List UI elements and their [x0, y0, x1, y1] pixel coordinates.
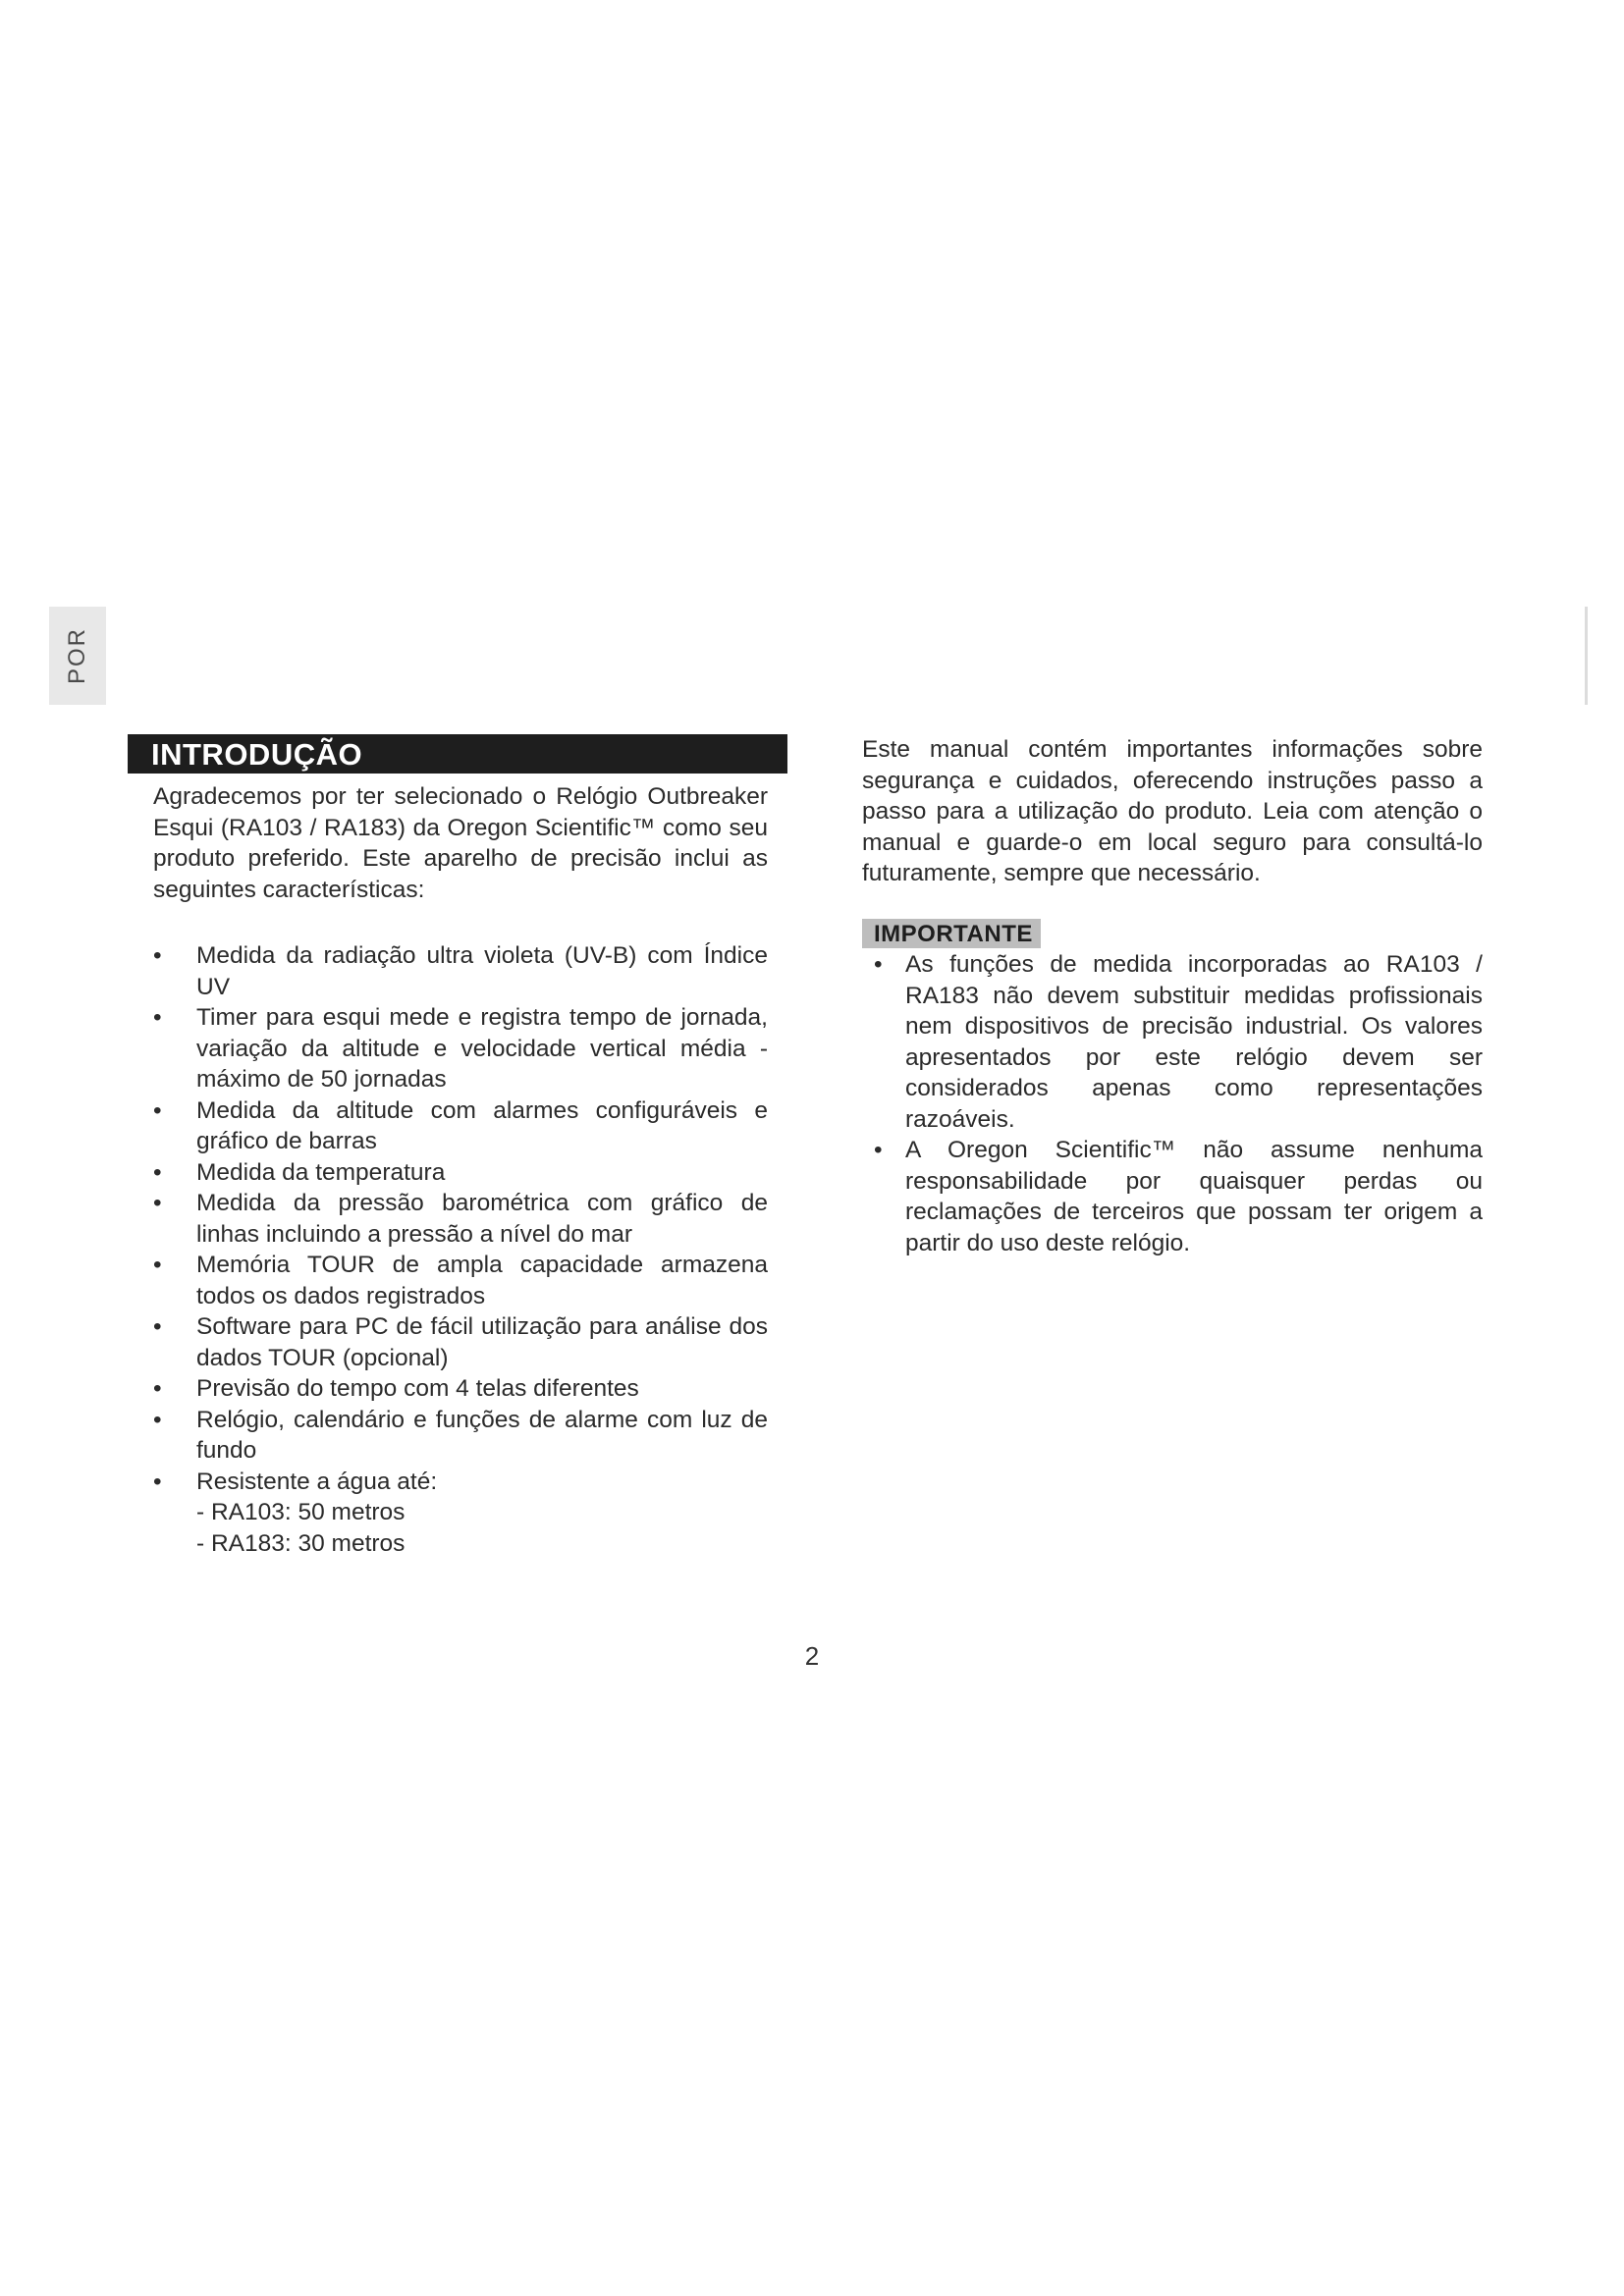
important-item: • As funções de medida incorporadas ao RA103 / RA183 não devem substituir medidas profissionais nem dispositivos de precisão industrial. Os valores apresentados por este relógio devem ser considerados apenas como representações razoáveis. [874, 951, 1483, 1133]
important-text: As funções de medida incorporadas ao RA103 / RA183 não devem substituir medidas profissionais nem dispositivos de precisão industrial. Os valores apresentados por este relógio devem ser considerados apenas como representações razoáveis. [905, 951, 1483, 1133]
important-heading: IMPORTANTE [862, 919, 1041, 948]
feature-item: • Software para PC de fácil utilização para análise dos dados TOUR (opcional) [153, 1313, 768, 1371]
important-text: A Oregon Scientific™ não assume nenhuma responsabilidade por quaisquer perdas ou reclamações de terceiros que possam ter origem a partir do uso deste relógio. [905, 1137, 1483, 1256]
feature-text: Timer para esqui mede e registra tempo de jornada, variação da altitude e velocidade vertical média - máximo de 50 jornadas [196, 1004, 768, 1093]
feature-item: • Timer para esqui mede e registra tempo de jornada, variação da altitude e velocidade vertical média - máximo de 50 jornadas [153, 1004, 768, 1093]
feature-list [153, 940, 768, 1559]
feature-text: Relógio, calendário e funções de alarme com luz de fundo [196, 1406, 768, 1464]
feature-text: Medida da pressão barométrica com gráfico de linhas incluindo a pressão a nível do mar [196, 1190, 768, 1248]
water-resistance-list [196, 1497, 768, 1559]
feature-text: Medida da temperatura [196, 1158, 446, 1186]
feature-item: • Resistente a água até: - RA103: 50 metros - RA183: 30 metros [153, 1467, 768, 1560]
feature-text: Medida da radiação ultra violeta (UV-B) com Índice UV [196, 942, 768, 1000]
page-edge-mark [1585, 607, 1588, 705]
important-item: • A Oregon Scientific™ não assume nenhuma responsabilidade por quaisquer perdas ou reclamações de terceiros que possam ter origem a partir do uso deste relógio. [874, 1137, 1483, 1256]
feature-item: • Relógio, calendário e funções de alarme com luz de fundo [153, 1406, 768, 1464]
manual-intro-paragraph: Este manual contém importantes informações sobre segurança e cuidados, oferecendo instruções passo a passo para a utilização do produto. Leia com atenção o manual e guarde-o em local seguro para consultá-lo futuramente, sempre que necessário. [862, 736, 1483, 886]
feature-text: Resistente a água até: [196, 1468, 438, 1495]
important-list [862, 949, 1483, 1258]
water-resistance-item: - RA103: 50 metros [196, 1499, 406, 1525]
language-tab-label: POR [64, 626, 90, 685]
feature-text: Software para PC de fácil utilização para análise dos dados TOUR (opcional) [196, 1313, 768, 1371]
feature-text: Previsão do tempo com 4 telas diferentes [196, 1375, 639, 1402]
language-tab [49, 607, 106, 705]
water-resistance-item: - RA183: 30 metros [196, 1529, 406, 1557]
feature-text: Memória TOUR de ampla capacidade armazena todos os dados registrados [196, 1252, 768, 1309]
feature-item: • Medida da pressão barométrica com gráfico de linhas incluindo a pressão a nível do mar [153, 1190, 768, 1248]
left-column [128, 734, 787, 1559]
feature-item: • Medida da temperatura [153, 1158, 446, 1186]
right-column [862, 734, 1483, 1258]
feature-item: • Medida da altitude com alarmes configuráveis e gráfico de barras [153, 1096, 768, 1154]
section-heading-introducao: INTRODUÇÃO [128, 734, 787, 774]
feature-text: Medida da altitude com alarmes configuráveis e gráfico de barras [196, 1096, 768, 1154]
feature-item: • Previsão do tempo com 4 telas diferentes [153, 1375, 639, 1402]
feature-item: • Memória TOUR de ampla capacidade armazena todos os dados registrados [153, 1252, 768, 1309]
page-number: 2 [804, 1641, 820, 1671]
intro-paragraph: Agradecemos por ter selecionado o Relógio Outbreaker Esqui (RA103 / RA183) da Oregon Scientific™ como seu produto preferido. Este aparelho de precisão inclui as seguintes características: [153, 783, 768, 903]
feature-item: • Medida da radiação ultra violeta (UV-B) com Índice UV [153, 942, 768, 1000]
